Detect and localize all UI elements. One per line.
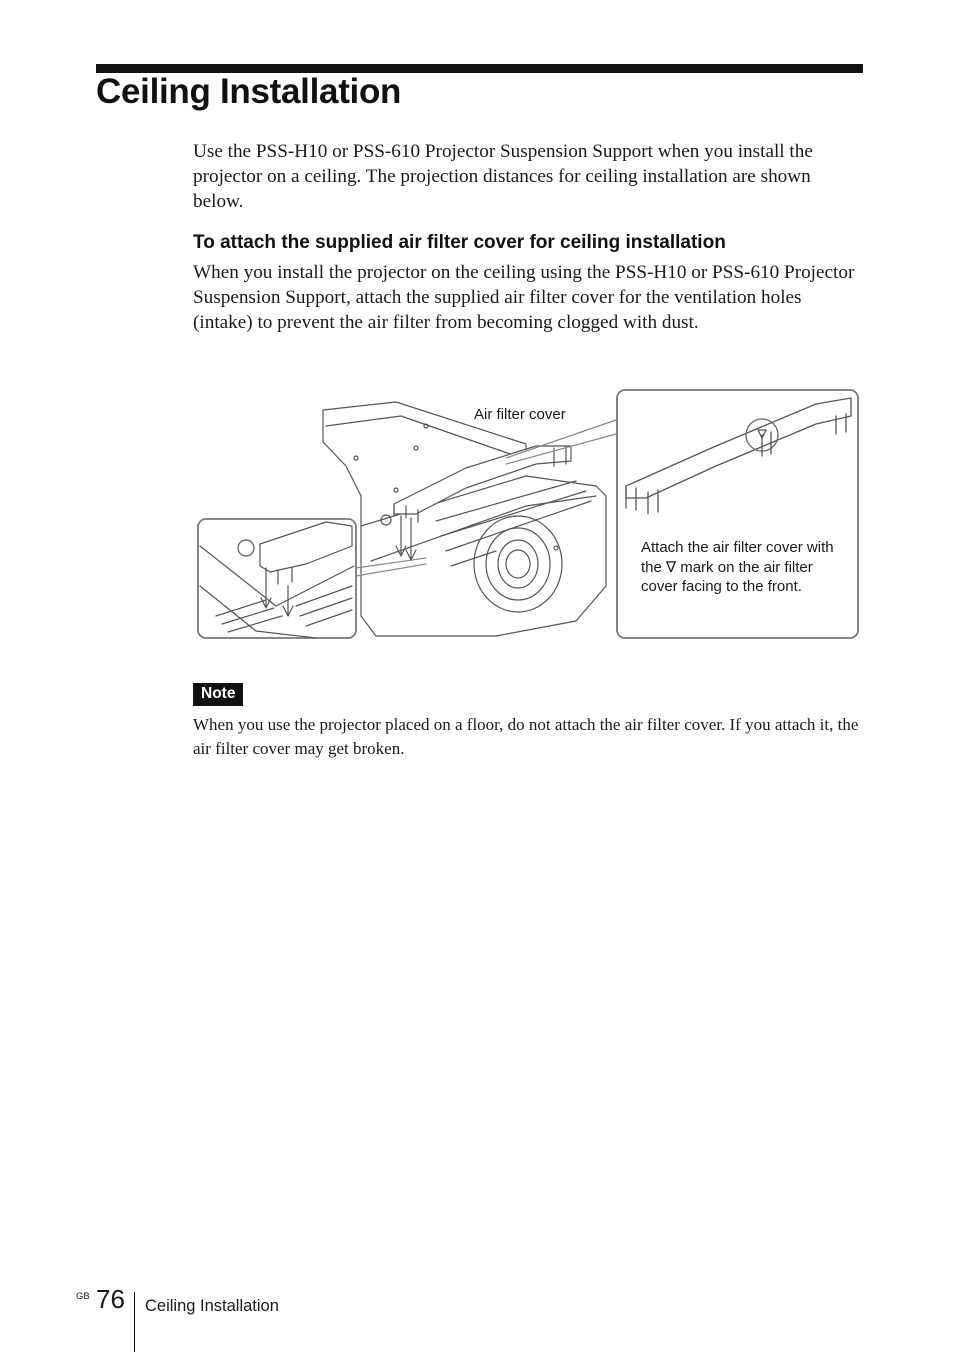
footer-section-name: Ceiling Installation [145, 1297, 279, 1315]
section-paragraph: When you install the projector on the ceiling using the PSS-H10 or PSS-610 Projector Suspension Support, attach the supplied air filter cover for the ventilation holes (intake) to prevent the air filter from becoming clogged with dust. [193, 262, 855, 333]
page-title: Ceiling Installation [96, 72, 402, 111]
note-badge: Note [193, 683, 243, 706]
section-heading: To attach the supplied air filter cover for ceiling installation [193, 232, 726, 253]
page-footer [0, 1280, 954, 1352]
intro-paragraph: Use the PSS-H10 or PSS-610 Projector Suspension Support when you install the projector on a ceiling. The projection distances for ceiling installation are shown below. [193, 141, 813, 212]
air-filter-cover-label: Air filter cover [474, 406, 566, 423]
note-text: When you use the projector placed on a floor, do not attach the air filter cover. If you attach it, the air filter cover may get broken. [193, 715, 859, 758]
page-number: 76 [96, 1284, 125, 1314]
footer-divider [134, 1292, 135, 1352]
air-filter-cover-illustration [196, 386, 860, 642]
region-code: GB [76, 1291, 90, 1302]
attach-instruction-label: Attach the air filter cover with the ∇ mark on the air filter cover facing to the front. [641, 539, 834, 595]
